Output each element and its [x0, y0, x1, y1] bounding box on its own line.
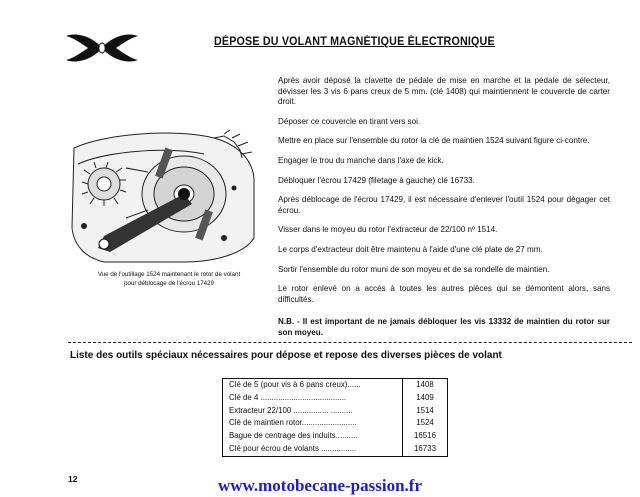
paragraph: Déposer ce couvercle en tirant vers soi. — [278, 116, 421, 126]
tool-number: 1514 — [402, 405, 447, 418]
tools-table — [222, 378, 448, 457]
tool-name: Bague de centrage des induits.......... — [229, 431, 358, 441]
important-note: N.B. - Il est important de ne jamais débloquer les vis 13332 de maintien du rotor sur son moyeu. — [278, 317, 610, 337]
tool-number: 1408 — [402, 379, 447, 392]
tool-name: Clé pour écrou de volants ................ — [229, 443, 357, 453]
paragraph: Débloquer l'écrou 17429 (filetage à gauche) clé 16733. — [278, 175, 475, 185]
tools-list-heading: Liste des outils spéciaux nécessaires pour dépose et repose des diverses pièces de volant — [70, 350, 502, 361]
website-url[interactable]: www.motobecane-passion.fr — [218, 476, 422, 495]
paragraph: Le corps d'extracteur doit être maintenu à l'aide d'une clé plate de 27 mm. — [278, 244, 543, 254]
paragraph: Après déblocage de l'écrou 17429, il est nécessaire d'enlever l'outil 1524 pour dégager cet écrou. — [278, 195, 610, 215]
paragraph: Après avoir déposé la clavette de pédale de mise en marche et la pédale de sélecteur, dévisser les 3 vis 6 pans creux de 5 mm. (clé 1408) qui maintiennent le couvercle de carter droit. — [278, 76, 610, 107]
procedure-text — [278, 76, 610, 348]
caption-line: Vue de l'outillage 1524 maintenant le rotor de volant — [97, 271, 241, 278]
paragraph: Visser dans le moyeu du rotor l'extracteur de 22/100 nº 1514. — [278, 225, 498, 235]
page-title: DÉPOSE DU VOLANT MAGNÉTIQUE ÉLECTRONIQUE — [214, 36, 495, 48]
motobecane-wing-logo — [62, 30, 142, 66]
tool-number: 16733 — [402, 443, 447, 456]
paragraph: Le rotor enlevé on a accès à toutes les autres pièces qui se démontent alors, sans difficultés. — [278, 284, 610, 304]
figure-caption — [70, 270, 268, 289]
rotor-holding-tool-illustration — [64, 128, 260, 266]
tool-name: Extracteur 22/100 ................ .......... — [229, 405, 353, 415]
tool-number: 1409 — [402, 392, 447, 405]
tool-number: 1524 — [402, 417, 447, 430]
tool-number: 16516 — [402, 430, 447, 443]
section-divider — [68, 342, 632, 343]
tool-name: Clé de maintien rotor......................... — [229, 418, 357, 428]
table-row — [223, 405, 447, 418]
paragraph: Sortir l'ensemble du rotor muni de son moyeu et de sa rondelle de maintien. — [278, 264, 550, 274]
caption-line: pour déblocage de l'écrou 17429 — [124, 280, 214, 288]
paragraph: Engager le trou du manche dans l'axe de kick. — [278, 155, 444, 165]
page-number: 12 — [68, 474, 78, 484]
table-row — [223, 392, 447, 405]
table-row — [223, 443, 447, 456]
paragraph: Mettre en place sur l'ensemble du rotor la clé de maintien 1524 suivant figure ci-contre. — [278, 136, 590, 146]
tool-name: Clé de 4 ....................................... — [229, 392, 347, 402]
tool-name: Clé de 5 (pour vis à 6 pans creux)...... — [229, 380, 361, 389]
table-row — [223, 430, 447, 443]
table-row — [223, 379, 447, 392]
table-row — [223, 417, 447, 430]
